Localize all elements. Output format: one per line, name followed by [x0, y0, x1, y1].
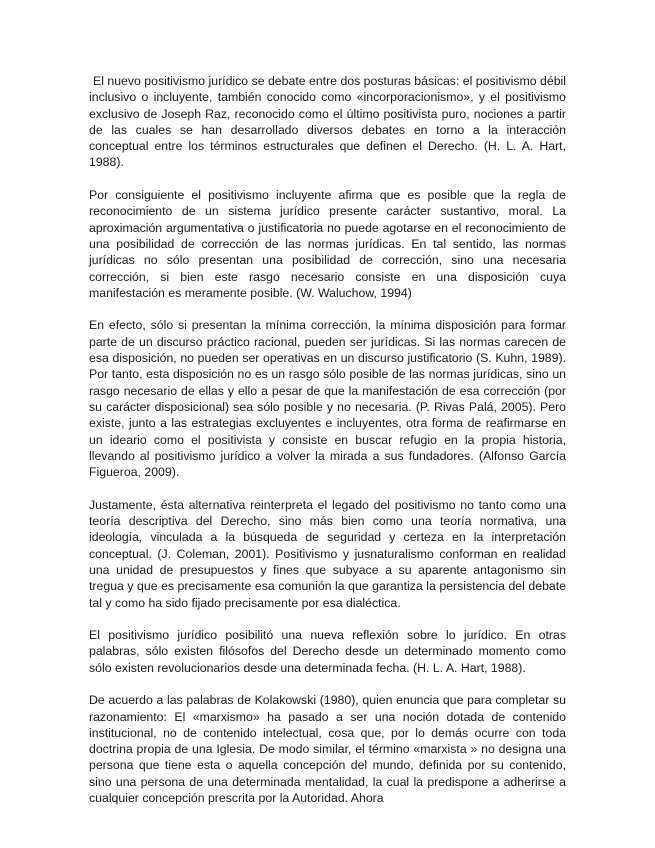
paragraph-2: Por consiguiente el positivismo incluyente afirma que es posible que la regla de reconocimiento de un sistema jurídico presente carácter sustantivo, moral. La aproximación argumentativa o justificatoria no puede agotarse en el reconocimiento de una posibilidad de corrección de las normas jurídicas. En tal sentido, las normas jurídicas no sólo presentan una posibilidad de corrección, sino una necesaria corrección, si bien este rasgo necesario consiste en una disposición cuya manifestación es meramente posible. (W. Waluchow, 1994): [89, 188, 566, 300]
paragraph-1: El nuevo positivismo jurídico se debate entre dos posturas básicas: el positivismo débil inclusivo o incluyente, también conocido como «incorporacionismo», y el positivismo exclusivo de Joseph Raz, reconocido como el último positivista puro, nociones a partir de las cuales se han desarrollado diversos debates en torno a la interacción conceptual entre los términos estructurales que definen el Derecho. (H. L. A. Hart, 1988).: [89, 74, 566, 170]
body-text: [89, 73, 566, 823]
paragraph-6: De acuerdo a las palabras de Kolakowski (1980), quien enuncia que para completar su razonamiento: El «marxismo» ha pasado a ser una noción dotada de contenido institucional, no de contenido intelectual, cosa que, por lo demás ocurre con toda doctrina propia de una Iglesia. De modo similar, el término «marxista » no designa una persona que tiene esta o aquella concepción del mundo, definida por su contenido, sino una persona de una determinada mentalidad, la cual la predispone a adherirse a cualquier concepción prescrita por la Autoridad. Ahora: [89, 693, 566, 806]
paragraph-4: Justamente, ésta alternativa reinterpreta el legado del positivismo no tanto como una teoría descriptiva del Derecho, sino más bien como una teoría normativa, una ideología, vinculada a la búsqueda de seguridad y certeza en la interpretación conceptual. (J. Coleman, 2001). Positivismo y jusnaturalismo conforman en realidad una unidad de presupuestos y fines que subyace a su aparente antagonismo sin tregua y que es precisamente esa comunión la que garantiza la persistencia del debate tal y como ha sido fijado precisamente por esa dialéctica.: [89, 497, 566, 610]
paragraph-5: El positivismo jurídico posibilitó una nueva reflexión sobre lo jurídico. En otras palabras, sólo existen filósofos del Derecho desde un determinado momento como sólo existen revolucionarios desde una determinada fecha. (H. L. A. Hart, 1988).: [89, 628, 566, 675]
paragraph-3: En efecto, sólo si presentan la mínima corrección, la mínima disposición para formar parte de un discurso práctico racional, pueden ser jurídicas. Si las normas carecen de esa disposición, no pueden ser operativas en un discurso justificatorio (S. Kuhn, 1989). Por tanto, esta disposición no es un rasgo sólo posible de las normas jurídicas, sino un rasgo necesario de ellas y ello a pesar de que la manifestación de esa corrección (por su carácter disposicional) sea sólo posible y no necesaria. (P. Rivas Palá, 2005). Pero existe, junto a las estrategias excluyentes e incluyentes, otra forma de reafirmarse en un ideario como el positivista y consiste en buscar refugio en la propia historia, llevando al positivismo jurídico a volver la mirada a sus fundadores. (Alfonso García Figueroa, 2009).: [89, 318, 566, 480]
